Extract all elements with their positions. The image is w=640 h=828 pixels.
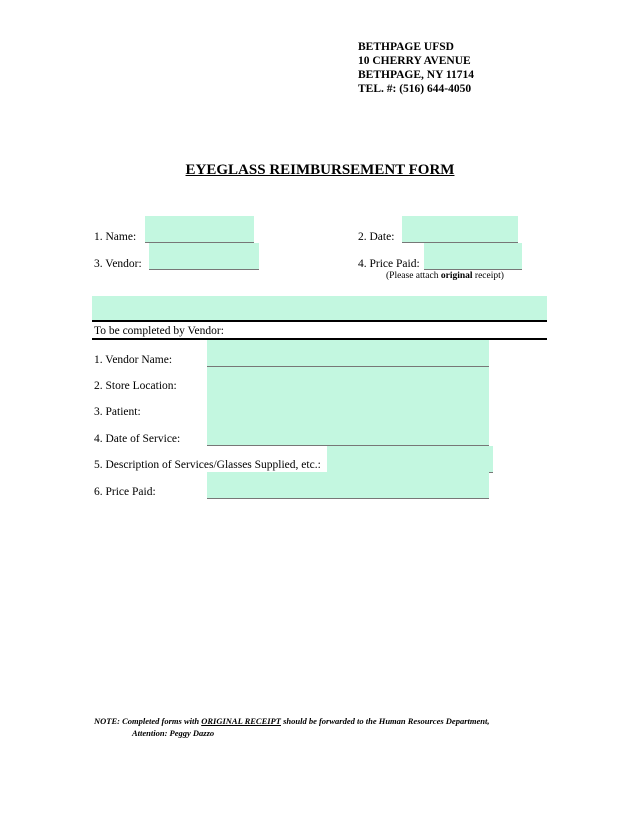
date-field[interactable] — [402, 216, 518, 243]
org-name: BETHPAGE UFSD — [358, 41, 454, 53]
vendor-name-field[interactable] — [207, 340, 489, 367]
vendor-price-paid-label: 6. Price Paid: — [94, 486, 156, 498]
street-address: 10 CHERRY AVENUE — [358, 55, 471, 67]
vendor-name-label: 1. Vendor Name: — [94, 354, 173, 366]
price-paid-field[interactable] — [424, 243, 522, 270]
receipt-note-post: receipt) — [472, 271, 504, 281]
vendor-label: 3. Vendor: — [94, 258, 142, 270]
date-label: 2. Date: — [358, 231, 395, 243]
phone-number: TEL. #: (516) 644-4050 — [358, 83, 472, 95]
receipt-note — [386, 271, 504, 281]
footer-note — [94, 716, 489, 726]
city-state-zip: BETHPAGE, NY 11714 — [358, 69, 474, 81]
description-field[interactable] — [327, 446, 493, 473]
date-of-service-label: 4. Date of Service: — [94, 433, 181, 445]
note-attention: Attention: Peggy Dazzo — [132, 728, 215, 738]
patient-field[interactable] — [207, 393, 489, 420]
name-field[interactable] — [145, 216, 254, 243]
price-paid-label: 4. Price Paid: — [358, 258, 420, 270]
note-prefix: NOTE: Completed forms with — [94, 716, 202, 726]
top-rule — [92, 320, 547, 322]
patient-label: 3. Patient: — [94, 406, 141, 418]
store-location-label: 2. Store Location: — [94, 380, 177, 392]
form-title: EYEGLASS REIMBURSEMENT FORM — [185, 162, 455, 178]
vendor-section-heading: To be completed by Vendor: — [94, 325, 224, 337]
receipt-note-pre: (Please attach — [386, 271, 441, 281]
address-block — [358, 40, 474, 96]
receipt-note-bold: original — [440, 271, 473, 281]
vendor-price-paid-field[interactable] — [207, 472, 489, 499]
description-label: 5. Description of Services/Glasses Supplied, etc.: — [94, 459, 321, 471]
date-of-service-field[interactable] — [207, 419, 489, 446]
vendor-field[interactable] — [149, 243, 259, 270]
name-label: 1. Name: — [94, 231, 137, 243]
note-suffix: should be forwarded to the Human Resources Department, — [280, 716, 490, 726]
store-location-field[interactable] — [207, 367, 489, 394]
note-emphasis: ORIGINAL RECEIPT — [201, 716, 281, 726]
shaded-band — [92, 296, 547, 321]
